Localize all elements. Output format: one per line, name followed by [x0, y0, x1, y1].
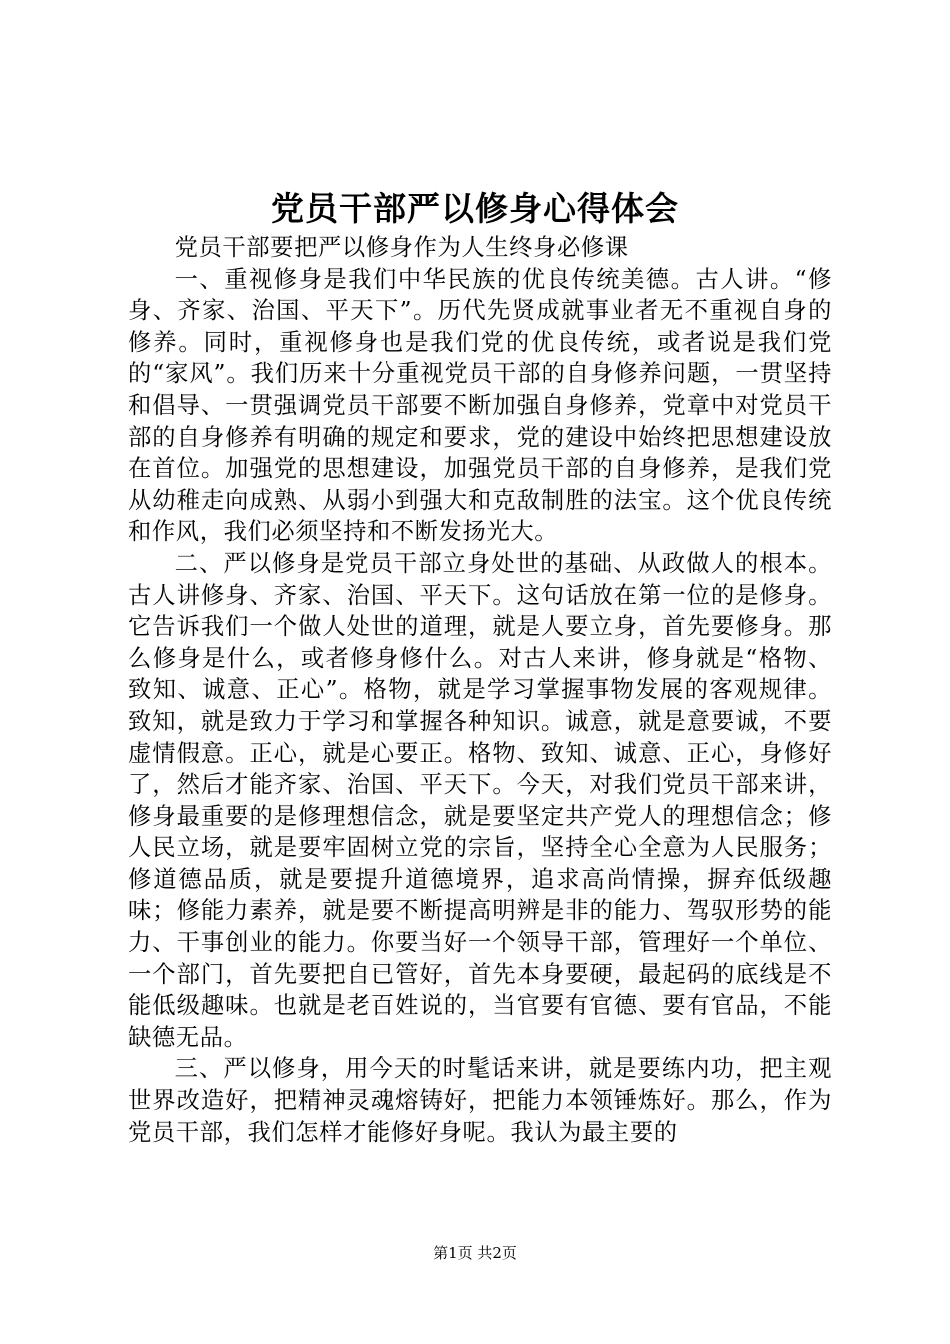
document-title: 党员干部严以修身心得体会 [271, 189, 679, 228]
paragraph-3: 三、严以修身，用今天的时髦话来讲，就是要练内功，把主观世界改造好，把精神灵魂熔铸好，把能力本领锤炼好。那么，作为党员干部，我们怎样才能修好身呢。我认为最主要的 [128, 1055, 832, 1146]
document-body [128, 232, 832, 1148]
paragraph-2: 二、严以修身是党员干部立身处世的基础、从政做人的根本。古人讲修身、齐家、治国、平天下。这句话放在第一位的是修身。它告诉我们一个做人处世的道理，就是人要立身，首先要修身。那么修身是什么，或者修身修什么。对古人来讲，修身就是“格物、致知、诚意、正心”。格物，就是学习掌握事物发展的客观规律。致知，就是致力于学习和掌握各种知识。诚意，就是意要诚，不要虚情假意。正心，就是心要正。格物、致知、诚意、正心，身修好了，然后才能齐家、治国、平天下。今天，对我们党员干部来讲，修身最重要的是修理想信念，就是要坚定共产党人的理想信念；修人民立场，就是要牢固树立党的宗旨，坚持全心全意为人民服务；修道德品质，就是要提升道德境界，追求高尚情操，摒弃低级趣味；修能力素养，就是要不断提高明辨是非的能力、驾驭形势的能力、干事创业的能力。你要当好一个领导干部，管理好一个单位、一个部门，首先要把自已管好，首先本身要硬，最起码的底线是不能低级趣味。也就是老百姓说的，当官要有官德、要有官品，不能缺德无品。 [128, 549, 832, 1051]
subtitle-paragraph: 党员干部要把严以修身作为人生终身必修课 [174, 234, 629, 261]
page-footer: 第1页 共2页 [433, 1244, 517, 1262]
paragraph-1: 一、重视修身是我们中华民族的优良传统美德。古人讲。“修身、齐家、治国、平天下”。历代先贤成就事业者无不重视自身的修养。同时，重视修身也是我们党的优良传统，或者说是我们党的“家风”。我们历来十分重视党员干部的自身修养问题，一贯坚持和倡导、一贯强调党员干部要不断加强自身修养，党章中对党员干部的自身修养有明确的规定和要求，党的建设中始终把思想建设放在首位。加强党的思想建设，加强党员干部的自身修养，是我们党从幼稚走向成熟、从弱小到强大和克敌制胜的法宝。这个优良传统和作风，我们必须坚持和不断发扬光大。 [128, 265, 832, 546]
